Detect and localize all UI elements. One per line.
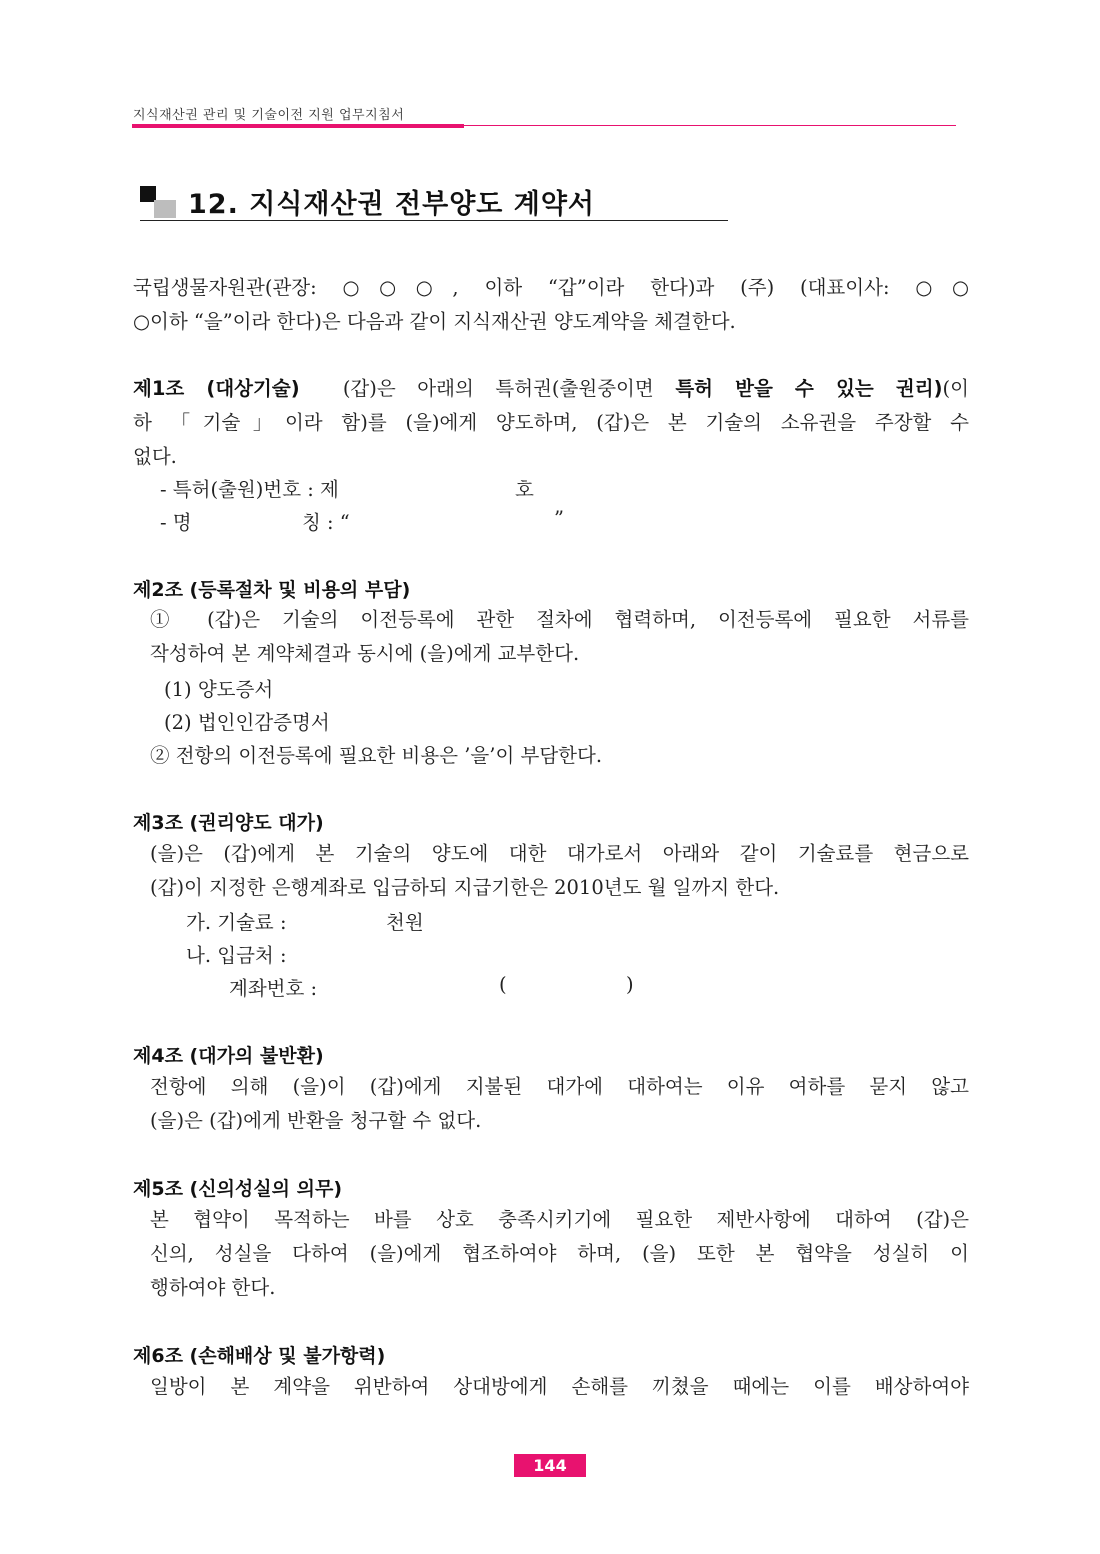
- article-5-paragraph: [150, 1203, 969, 1305]
- patent-name-open: 칭 : “: [302, 511, 350, 534]
- fee-label: 가. 기술료 :: [186, 911, 287, 934]
- article-1-line-2: 하 「기술」이라 함)를 (을)에게 양도하며, (갑)은 본 기술의 소유권을 주장할 수: [133, 411, 969, 434]
- article-2-sub-1: (1) 양도증서: [164, 678, 274, 701]
- account-holder-close: ): [626, 973, 634, 996]
- article-6-paragraph: [150, 1370, 969, 1404]
- article-2-line-1: ① (갑)은 기술의 이전등록에 관한 절차에 협력하며, 이전등록에 필요한 서류를: [150, 608, 969, 631]
- running-header: 지식재산권 관리 및 기술이전 지원 업무지침서: [133, 108, 405, 123]
- article-5-heading: 제5조 (신의성실의 의무): [133, 1178, 343, 1200]
- article-6-heading: 제6조 (손해배상 및 불가항력): [133, 1345, 386, 1367]
- article-2-sub-2: (2) 법인인감증명서: [164, 711, 330, 734]
- deposit-label: 나. 입금처 :: [186, 944, 287, 967]
- article-1-line-3: 없다.: [133, 445, 177, 468]
- article-4-line-2: (을)은 (갑)에게 반환을 청구할 수 없다.: [150, 1109, 482, 1132]
- article-2-heading: 제2조 (등록절차 및 비용의 부담): [133, 579, 411, 601]
- article-5-line-2: 신의, 성실을 다하여 (을)에게 협조하여야 하며, (을) 또한 본 협약을 성실히 이: [150, 1242, 969, 1265]
- article-4-heading: 제4조 (대가의 불반환): [133, 1045, 324, 1067]
- article-4-line-1: 전항에 의해 (을)이 (갑)에게 지불된 대가에 대하여는 이유 여하를 묻지 않고: [150, 1075, 969, 1098]
- document-title: 12. 지식재산권 전부양도 계약서: [188, 189, 596, 220]
- article-1-line-1: 제1조 (대상기술) (갑)은 아래의 특허권(출원중이면 특허 받을 수 있는 권리)(이: [133, 377, 969, 400]
- patent-name-label: - 명: [160, 511, 192, 534]
- article-1: [133, 372, 969, 474]
- article-3-heading: 제3조 (권리양도 대가): [133, 812, 324, 834]
- account-number-label: 계좌번호 :: [229, 977, 318, 1000]
- article-2-line-2: 작성하여 본 계약체결과 동시에 (을)에게 교부한다.: [150, 642, 580, 665]
- article-1-heading: 제1조 (대상기술): [133, 377, 300, 400]
- article-5-line-3: 행하여야 한다.: [150, 1276, 276, 1299]
- article-3-paragraph: [150, 837, 969, 905]
- document-title-block: [140, 180, 728, 221]
- intro-line-1: 국립생물자원관(관장: ○○○, 이하 “갑”이라 한다)과 (주) (대표이사: ○○: [133, 276, 969, 299]
- page-number: 144: [514, 1454, 586, 1477]
- patent-number-suffix: 호: [515, 478, 534, 501]
- patent-name-close: ”: [554, 507, 564, 530]
- intro-paragraph: [133, 271, 969, 339]
- square-bullet-icon: [140, 184, 178, 220]
- intro-line-2: ○이하 “을”이라 한다)은 다음과 같이 지식재산권 양도계약을 체결한다.: [133, 310, 736, 333]
- article-2-paragraph-1: [150, 603, 969, 671]
- article-2-paragraph-2: ② 전항의 이전등록에 필요한 비용은 ’을’이 부담한다.: [150, 744, 603, 767]
- header-rule-accent: [132, 124, 464, 128]
- patent-number-label: - 특허(출원)번호 : 제: [160, 478, 339, 501]
- fee-unit: 천원: [386, 911, 424, 934]
- article-5-line-1: 본 협약이 목적하는 바를 상호 충족시키기에 필요한 제반사항에 대하여 (갑)은: [150, 1208, 969, 1231]
- article-3-line-2: (갑)이 지정한 은행계좌로 입금하되 지급기한은 2010년도 월 일까지 한다.: [150, 876, 780, 899]
- article-6-line-1: 일방이 본 계약을 위반하여 상대방에게 손해를 끼쳤을 때에는 이를 배상하여야: [150, 1375, 969, 1398]
- article-1-emphasis: 특허 받을 수 있는 권리): [675, 377, 943, 400]
- article-4-paragraph: [150, 1070, 969, 1138]
- account-holder-open: (: [499, 973, 507, 996]
- article-3-line-1: (을)은 (갑)에게 본 기술의 양도에 대한 대가로서 아래와 같이 기술료를 현금으로: [150, 842, 969, 865]
